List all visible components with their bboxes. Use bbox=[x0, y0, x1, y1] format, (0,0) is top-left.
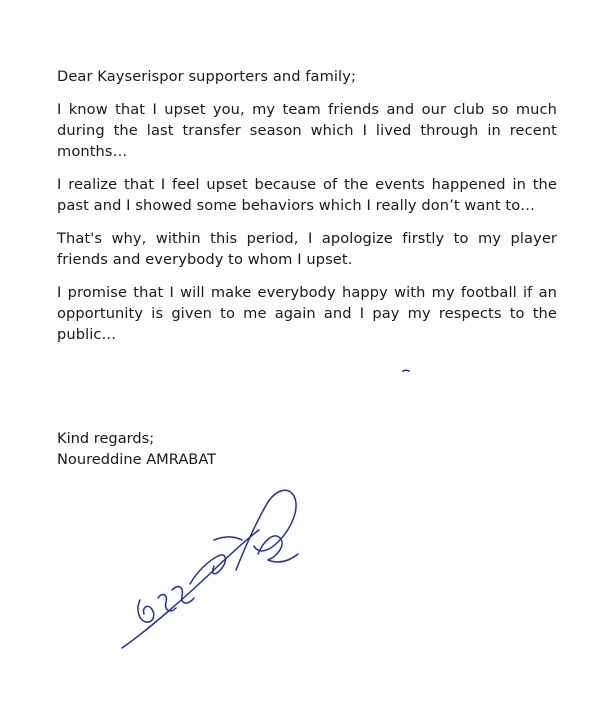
salutation: Dear Kayserispor supporters and family; bbox=[57, 68, 356, 85]
ink-dot bbox=[402, 369, 410, 373]
paragraph-3: That's why, within this period, I apologize firstly to my player friends and everybody to whom I upset. bbox=[57, 230, 557, 268]
handwritten-signature bbox=[118, 480, 318, 670]
letter-body bbox=[57, 66, 557, 357]
paragraph-4: I promise that I will make everybody happy with my football if an opportunity is given to me again and I pay my respects to the public… bbox=[57, 284, 557, 343]
paragraph-2: I realize that I feel upset because of the events happened in the past and I showed some behaviors which I really don’t want to… bbox=[57, 176, 557, 214]
paragraph-1: I know that I upset you, my team friends and our club so much during the last transfer season which I lived through in recent months… bbox=[57, 101, 557, 160]
closing-line: Kind regards; bbox=[57, 430, 155, 447]
signer-name: Noureddine AMRABAT bbox=[57, 451, 217, 468]
closing-block bbox=[57, 428, 216, 470]
